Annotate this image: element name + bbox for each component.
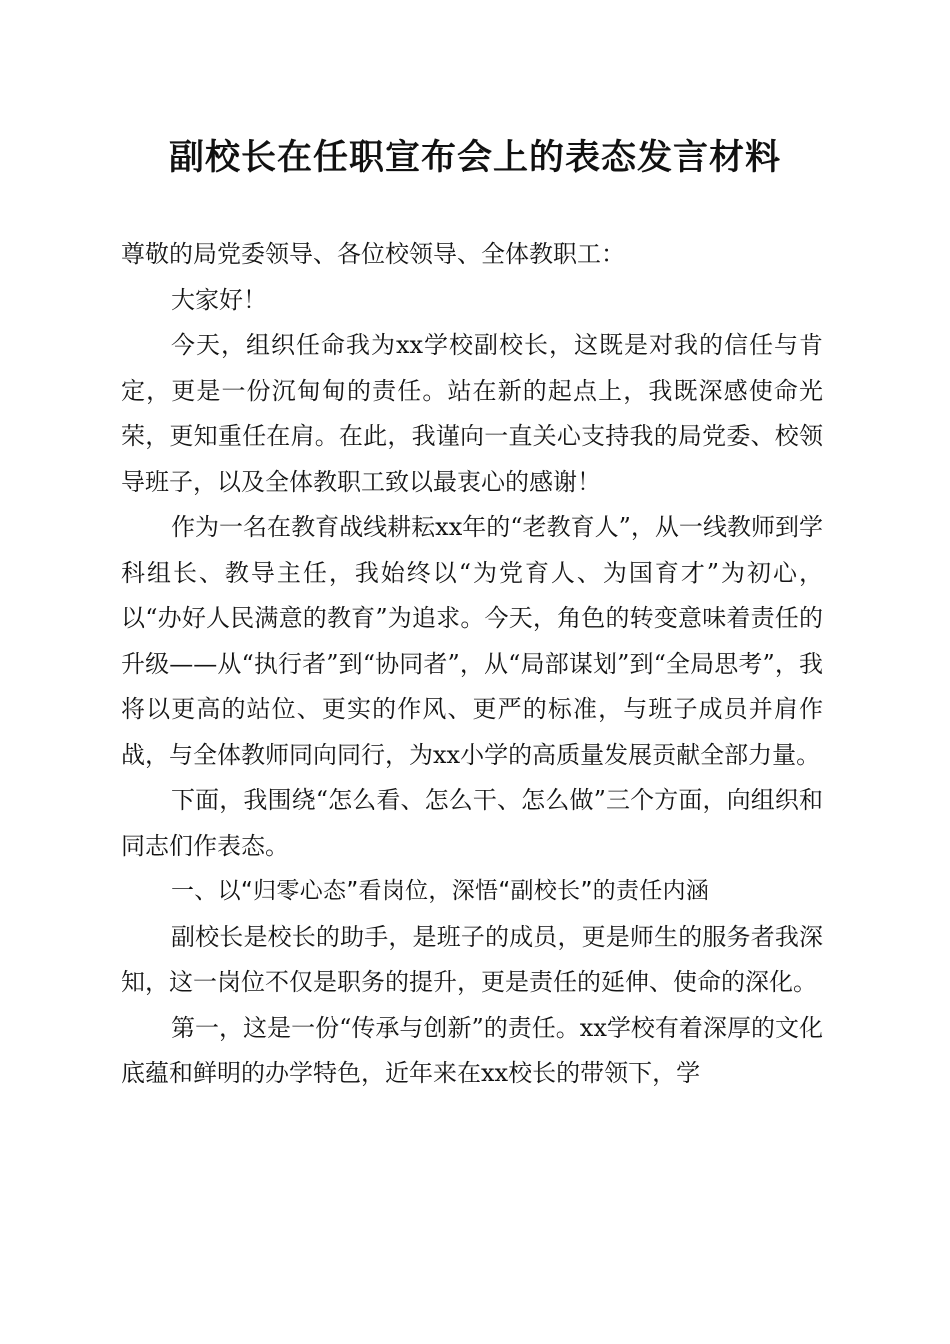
salutation: 尊敬的局党委领导、各位校领导、全体教职工： <box>121 240 625 268</box>
document-title: 副校长在任职宣布会上的表态发言材料 <box>168 137 781 178</box>
greeting: 大家好！ <box>171 285 267 314</box>
paragraph-background: 作为一名在教育战线耕耘xx年的“老教育人”，从一线教师到学科组长、教导主任，我始终以“为党育人、为国育才”为初心，以“办好人民满意的教育”为追求。今天，角色的转变意味着责任的升级——从“执行者”到“协同者”，从“局部谋划”到“全局思考”，我将以更高的站位、更实的作风、更严的标准，与班子成员并肩作战，与全体教师同向同行，为xx小学的高质量发展贡献全部力量。 <box>121 513 823 769</box>
paragraph-outline: 下面，我围绕“怎么看、怎么干、怎么做”三个方面，向组织和同志们作表态。 <box>121 786 823 860</box>
paragraph-role: 副校长是校长的助手，是班子的成员，更是师生的服务者我深知，这一岗位不仅是职务的提升，更是责任的延伸、使命的深化。 <box>121 922 823 996</box>
paragraph-appointment: 今天，组织任命我为xx学校副校长，这既是对我的信任与肯定，更是一份沉甸甸的责任。站在新的起点上，我既深感使命光荣，更知重任在肩。在此，我谨向一直关心支持我的局党委、校领导班子，以及全体教职工致以最衷心的感谢！ <box>121 331 823 496</box>
paragraph-first-point: 第一，这是一份“传承与创新”的责任。xx学校有着深厚的文化底蕴和鲜明的办学特色，近年来在xx校长的带领下，学 <box>121 1013 823 1087</box>
document-body <box>121 232 823 1097</box>
section-heading: 一、以“归零心态”看岗位，深悟“副校长”的责任内涵 <box>171 878 710 904</box>
